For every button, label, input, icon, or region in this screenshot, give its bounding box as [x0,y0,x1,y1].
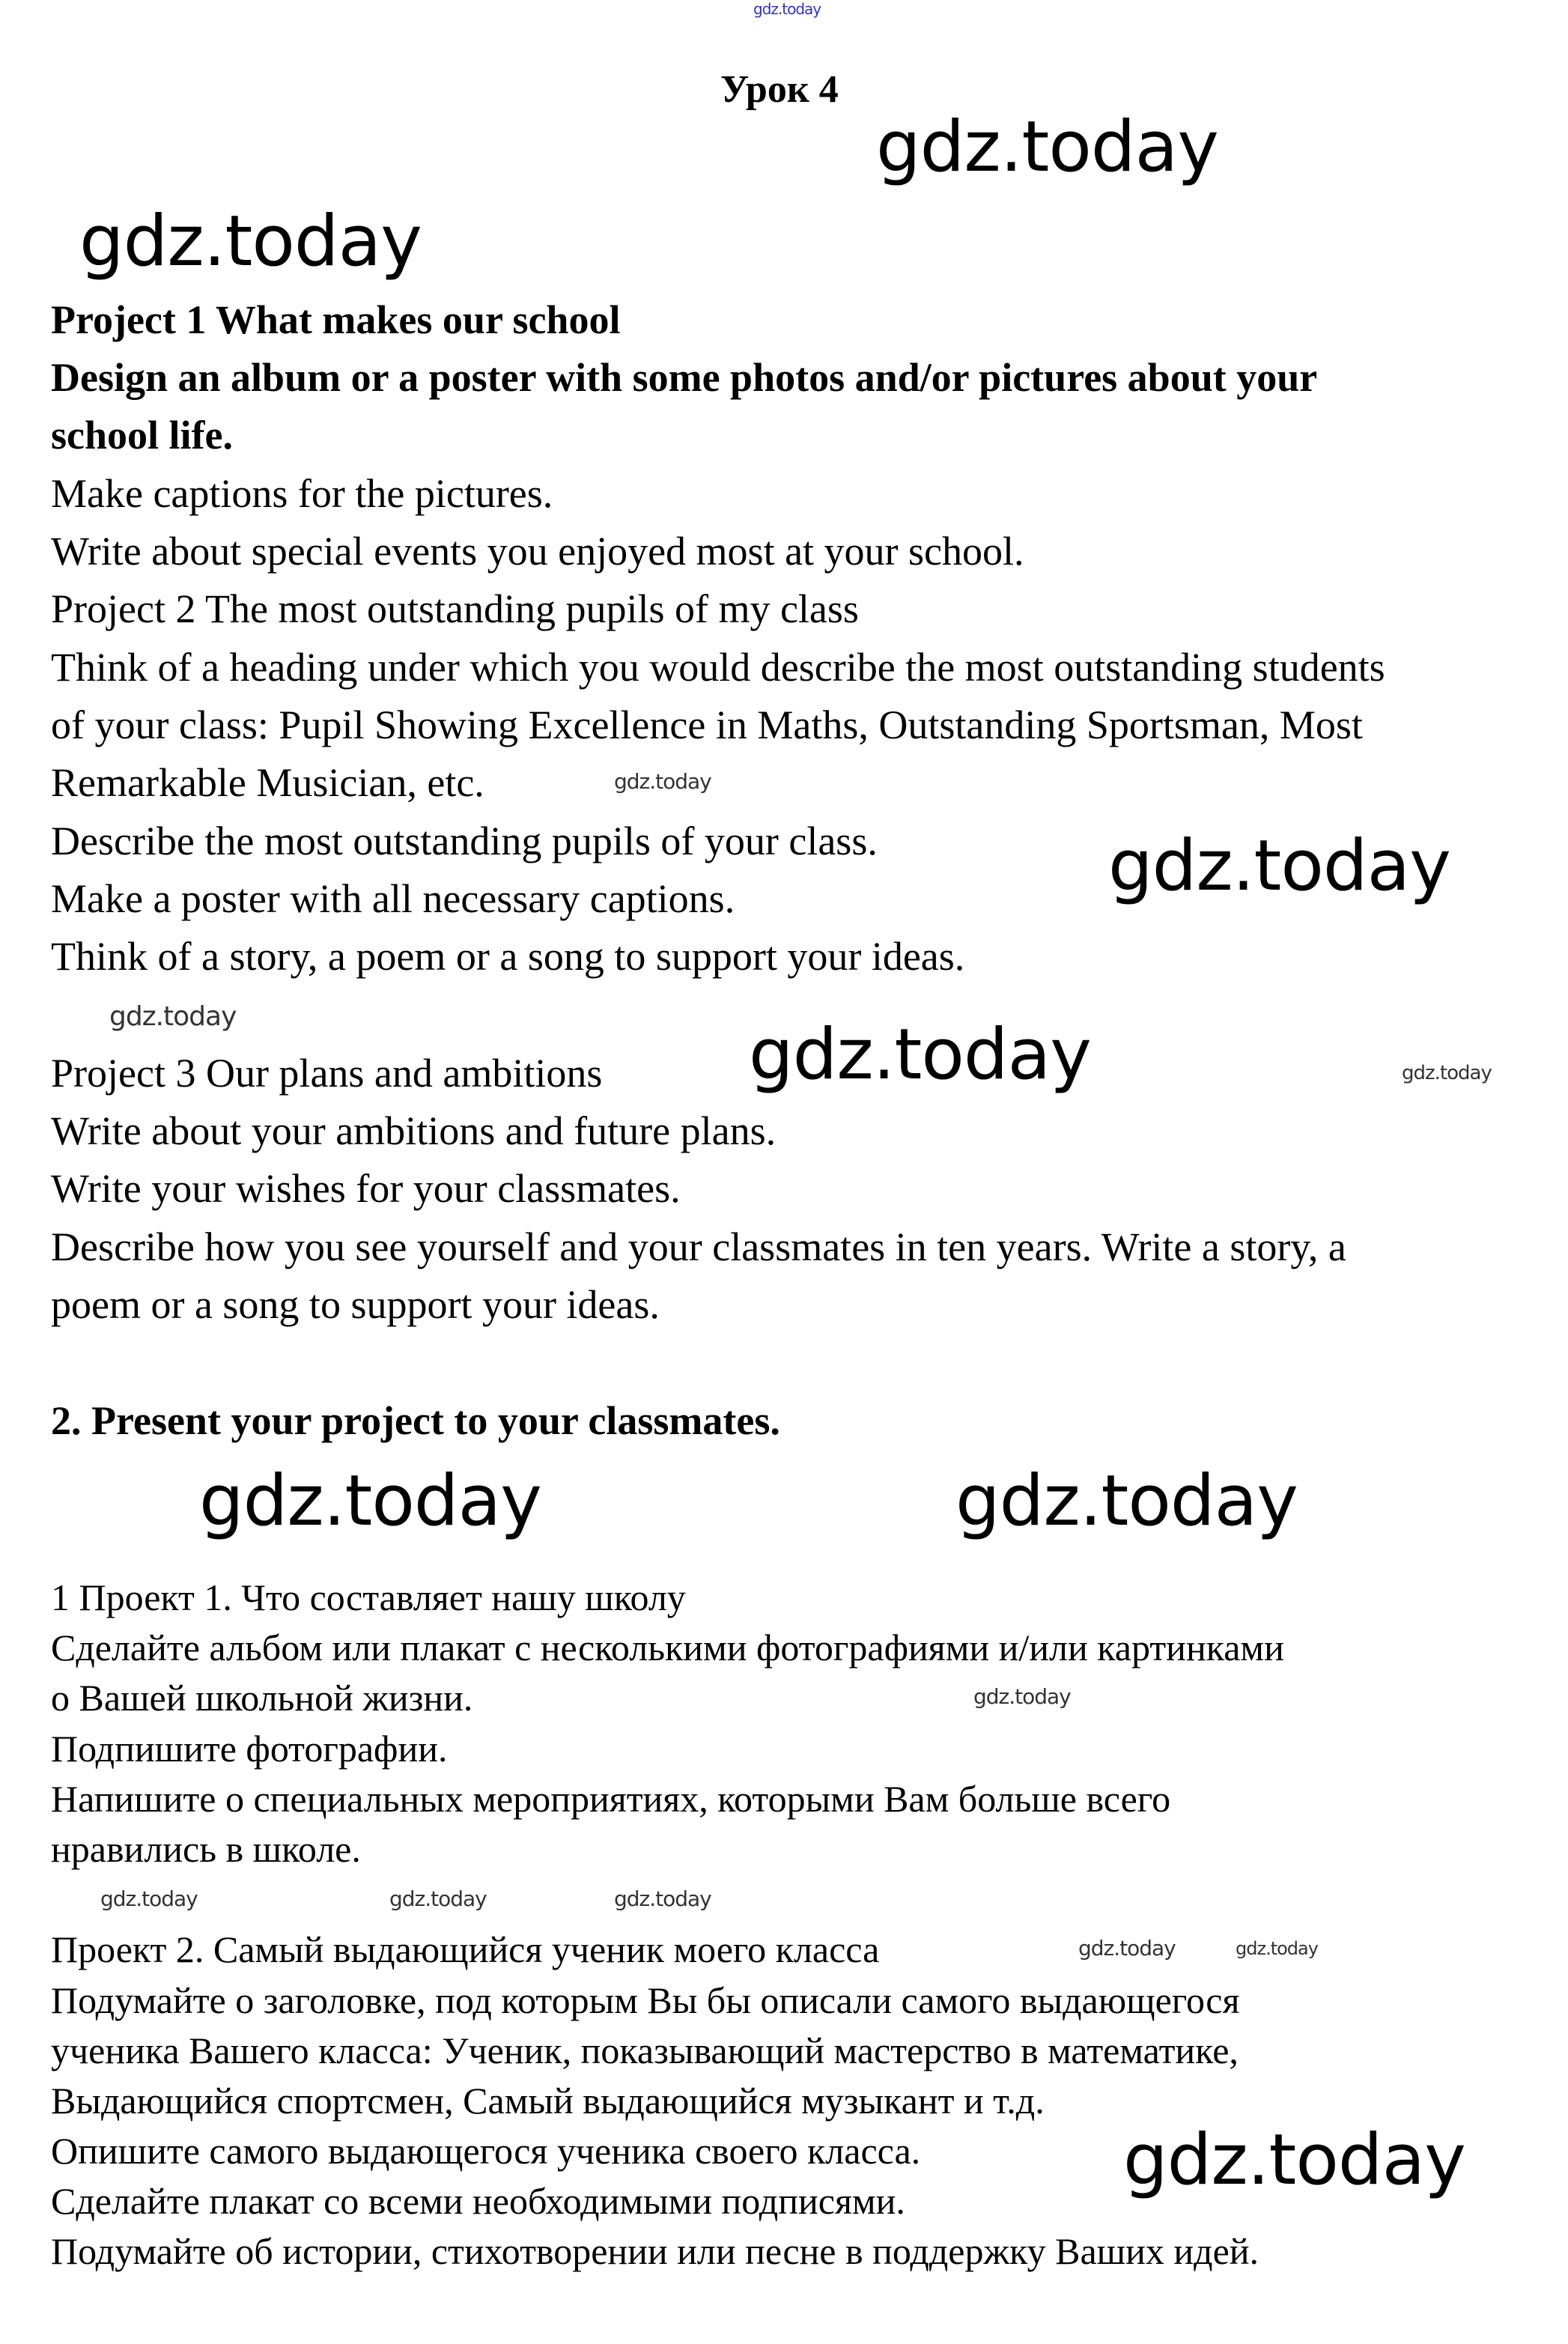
ru-project2-line: Сделайте плакат со всеми необходимыми подписями. [51,2180,905,2222]
ru-project1-line: нравились в школе. [51,1828,361,1870]
project3-heading: Project 3 Our plans and ambitions [51,1051,603,1096]
ru-project2-line: ученика Вашего класса: Ученик, показывающий мастерство в математике, [51,2029,1239,2071]
ru-project1-line: Подпишите фотографии. [51,1728,448,1770]
ru-project1-line: Сделайте альбом или плакат с несколькими фотографиями и/или картинками [51,1627,1284,1669]
project3-line: Describe how you see yourself and your classmates in ten years. Write a story, a [51,1224,1346,1269]
ru-project1-line: о Вашей школьной жизни. [51,1677,473,1719]
ru-project1-line: 1 Проект 1. Что составляет нашу школу [51,1576,686,1618]
ru-project2-line: Выдающийся спортсмен, Самый выдающийся музыкант и т.д. [51,2080,1045,2122]
project1-line: Write about special events you enjoyed most at your school. [51,529,1024,574]
watermark: gdz.today [614,1886,711,1911]
ru-project2-line: Подумайте о заголовке, под которым Вы бы описали самого выдающегося [51,1979,1240,2021]
project2-heading: Project 2 The most outstanding pupils of my class [51,586,859,631]
ru-project2-line: Проект 2. Самый выдающийся ученик моего класса [51,1928,880,1970]
watermark: gdz.today [1402,1062,1492,1084]
ru-project1-line: Напишите о специальных мероприятиях, которыми Вам больше всего [51,1778,1171,1820]
watermark: gdz.today [109,1001,237,1032]
project2-line: of your class: Pupil Showing Excellence in Maths, Outstanding Sportsman, Most [51,702,1363,747]
project2-line: Describe the most outstanding pupils of your class. [51,819,878,863]
project3-line: poem or a song to support your ideas. [51,1282,660,1327]
watermark: gdz.today [955,1460,1298,1542]
page-title: Урок 4 [720,68,839,111]
project1-line: Make captions for the pictures. [51,471,553,516]
watermark: gdz.today [100,1886,198,1911]
watermark: gdz.today [876,106,1218,188]
watermark: gdz.today [973,1684,1071,1709]
project1-task: school life. [51,413,233,458]
watermark: gdz.today [199,1460,541,1542]
watermark: gdz.today [1078,1936,1176,1961]
watermark: gdz.today [389,1886,487,1911]
watermark: gdz.today [1236,1938,1318,1959]
watermark: gdz.today [753,0,821,18]
watermark: gdz.today [749,1014,1091,1096]
ru-project2-line: Опишите самого выдающегося ученика своего класса. [51,2130,921,2172]
watermark: gdz.today [1108,825,1450,907]
task2-heading: 2. Present your project to your classmates. [51,1398,780,1443]
project1-task: Design an album or a poster with some photos and/or pictures about your [51,355,1318,400]
project2-line: Think of a heading under which you would describe the most outstanding students [51,645,1385,690]
watermark: gdz.today [1123,2119,1465,2201]
project1-heading: Project 1 What makes our school [51,297,621,342]
project2-line: Make a poster with all necessary captions. [51,876,735,921]
project3-line: Write your wishes for your classmates. [51,1166,681,1211]
watermark: gdz.today [614,769,711,794]
project2-line: Remarkable Musician, etc. [51,760,484,805]
ru-project2-line: Подумайте об истории, стихотворении или песне в поддержку Ваших идей. [51,2230,1259,2272]
project2-line: Think of a story, a poem or a song to support your ideas. [51,934,965,979]
project3-line: Write about your ambitions and future plans. [51,1108,777,1153]
watermark: gdz.today [79,201,422,282]
